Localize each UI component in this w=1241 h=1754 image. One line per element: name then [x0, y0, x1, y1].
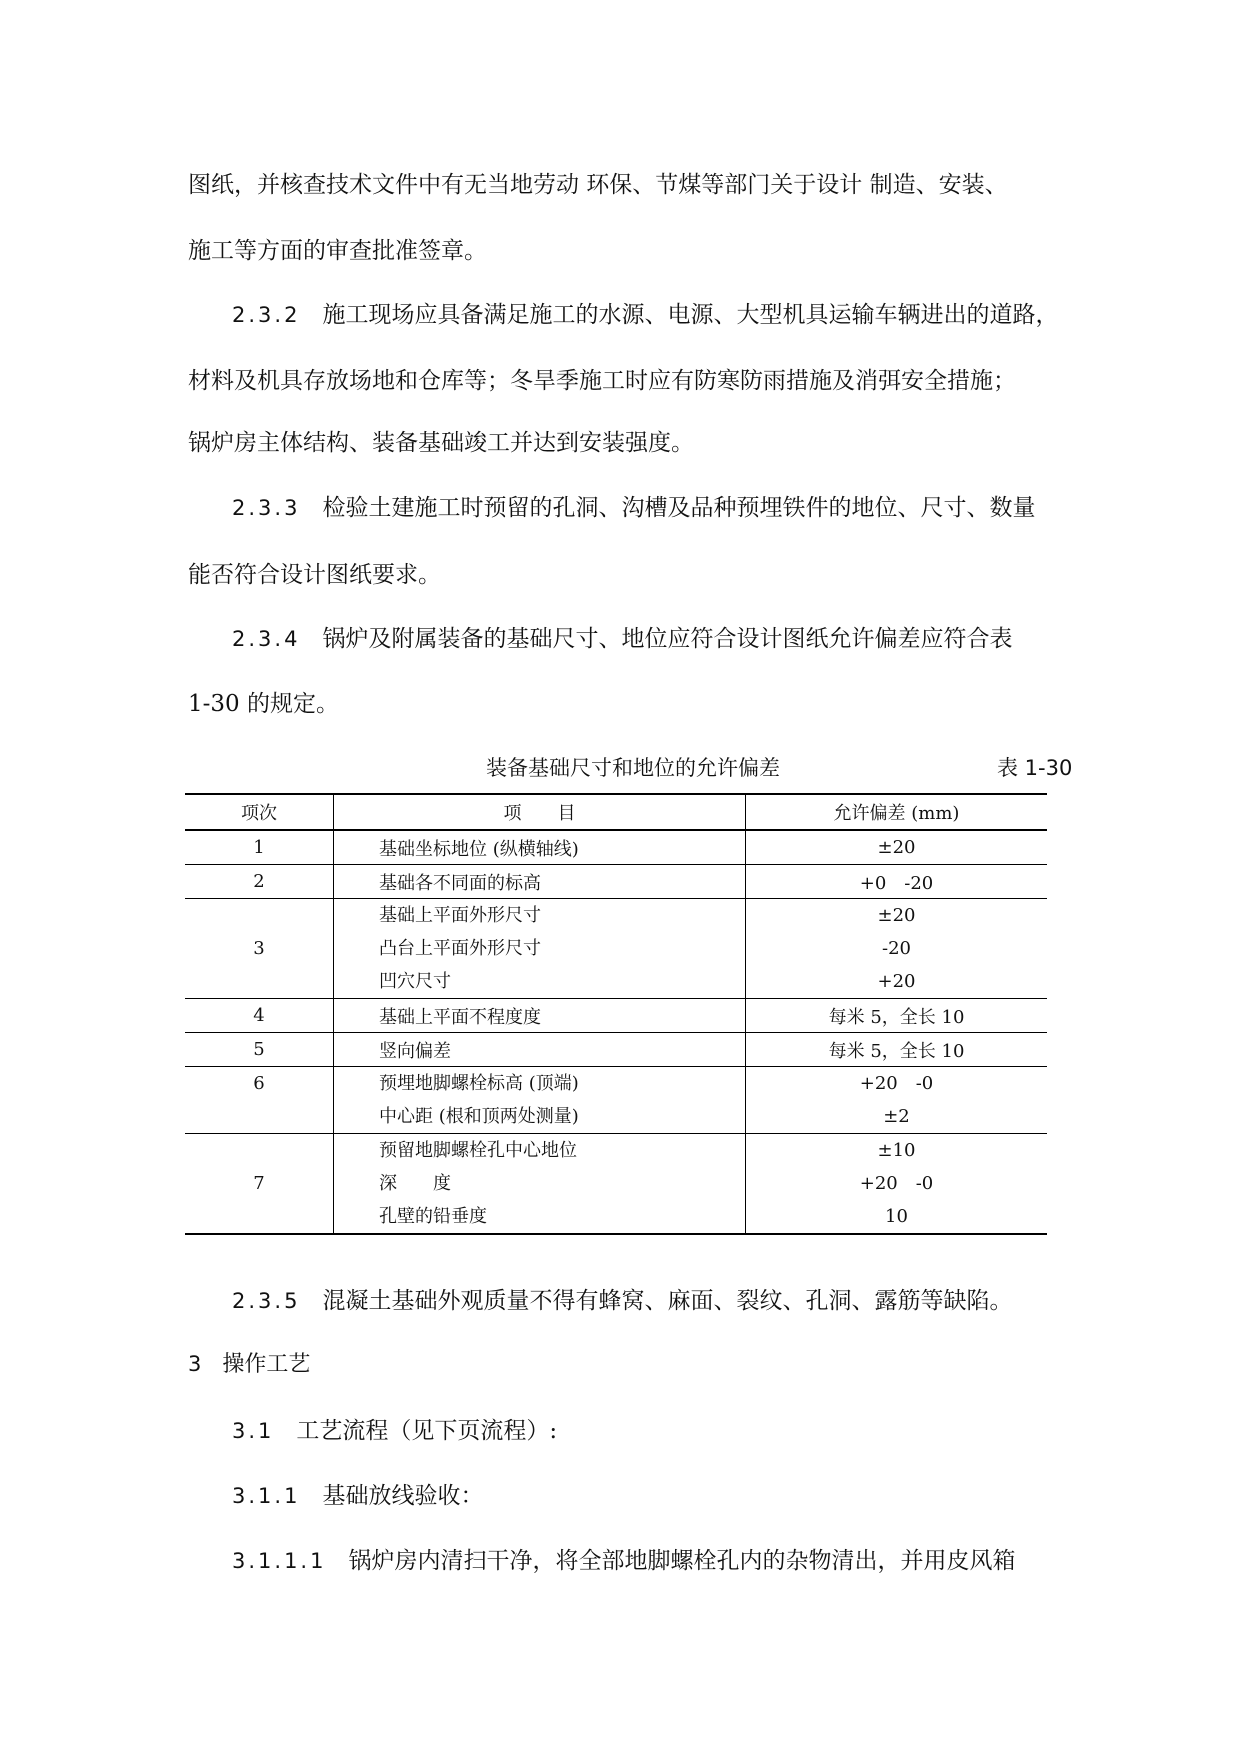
tolerance-text: ±20: [877, 905, 916, 926]
section-heading: 3 操作工艺: [188, 1352, 311, 1377]
column-header: 允许偏差 (mm): [746, 794, 1048, 830]
paragraph-line: 1-30 的规定。: [188, 691, 339, 717]
paragraph-line: 3.1.1 基础放线验收：: [232, 1483, 484, 1509]
paragraph-line: 能否符合设计图纸要求。: [188, 562, 441, 588]
tolerance-cell: ±20: [746, 830, 1048, 865]
row-number: 1: [185, 830, 334, 865]
tolerance-text: +20 -0: [859, 1173, 934, 1194]
tolerance-text: ±10: [877, 1140, 916, 1161]
tolerance-cell: +0 -20: [746, 865, 1048, 899]
tolerance-cell: [746, 1067, 1048, 1134]
section-number: 3.1.1: [232, 1484, 301, 1508]
row-number: 3: [185, 899, 334, 999]
paragraph-line: 2.3.2 施工现场应具备满足施工的水源、电源、大型机具运输车辆进出的道路，: [232, 302, 1059, 328]
tolerance-text: 10: [885, 1206, 908, 1227]
tolerance-cell: 每米 5，全长 10: [746, 1033, 1048, 1067]
paragraph-line: 图纸，并核查技术文件中有无当地劳动 环保、节煤等部门关于设计 制造、安装、: [188, 172, 1008, 198]
item-cell: 基础坐标地位 (纵横轴线): [334, 830, 746, 865]
section-number: 2.3.4: [232, 627, 301, 651]
paragraph-line: 2.3.5 混凝土基础外观质量不得有蜂窝、麻面、裂纹、孔洞、露筋等缺陷。: [232, 1288, 1013, 1314]
item-text: 基础上平面外形尺寸: [379, 905, 541, 926]
tolerance-text: +20 -0: [859, 1073, 934, 1094]
item-text: 预埋地脚螺栓标高 (顶端): [379, 1073, 579, 1094]
table-row: [185, 830, 1047, 865]
tolerance-cell: [746, 899, 1048, 999]
table-number: 表 1-30: [997, 756, 1073, 780]
item-text: 中心距 (根和顶两处测量): [379, 1106, 579, 1127]
paragraph-line: 3.1 工艺流程（见下页流程）:: [232, 1418, 558, 1444]
row-number: 7: [185, 1134, 334, 1235]
section-number: 3.1.1.1: [232, 1549, 327, 1573]
section-number: 2.3.3: [232, 496, 301, 520]
table-row: [185, 1067, 1047, 1134]
item-cell: 基础上平面不程度度: [334, 999, 746, 1033]
row-number: 5: [185, 1033, 334, 1067]
item-cell: 基础各不同面的标高: [334, 865, 746, 899]
item-text: 深 度: [379, 1173, 451, 1194]
item-text: 凹穴尺寸: [379, 971, 451, 992]
item-cell: [334, 1134, 746, 1235]
table-row: [185, 1134, 1047, 1235]
column-header: 项 目: [334, 794, 746, 830]
row-number: 6: [185, 1067, 334, 1134]
item-text: 孔壁的铅垂度: [379, 1206, 487, 1227]
paragraph-line: 2.3.3 检验土建施工时预留的孔洞、沟槽及品种预埋铁件的地位、尺寸、数量: [232, 495, 1036, 521]
column-header: 项次: [185, 794, 334, 830]
section-number: 3.1: [232, 1419, 275, 1443]
paragraph-line: 材料及机具存放场地和仓库等；冬旱季施工时应有防寒防雨措施及消弭安全措施；: [188, 368, 1016, 394]
tolerance-cell: 每米 5，全长 10: [746, 999, 1048, 1033]
item-cell: [334, 1067, 746, 1134]
item-cell: [334, 899, 746, 999]
table-row: [185, 999, 1047, 1033]
section-number: 3: [188, 1352, 205, 1376]
table-header-row: [185, 794, 1047, 830]
paragraph-line: 2.3.4 锅炉及附属装备的基础尺寸、地位应符合设计图纸允许偏差应符合表: [232, 626, 1013, 652]
tolerance-text: -20: [882, 938, 911, 959]
tolerance-text: ±2: [883, 1106, 910, 1127]
tolerance-table: [185, 793, 1047, 1235]
item-text: 凸台上平面外形尺寸: [379, 938, 541, 959]
table-row: [185, 865, 1047, 899]
row-number: 4: [185, 999, 334, 1033]
paragraph-line: 锅炉房主体结构、装备基础竣工并达到安装强度。: [188, 430, 694, 456]
tolerance-text: +20: [877, 971, 916, 992]
table-row: [185, 899, 1047, 999]
tolerance-cell: [746, 1134, 1048, 1235]
section-number: 2.3.5: [232, 1289, 301, 1313]
section-number: 2.3.2: [232, 303, 301, 327]
item-cell: 竖向偏差: [334, 1033, 746, 1067]
paragraph-line: 施工等方面的审查批准签章。: [188, 238, 487, 264]
row-number: 2: [185, 865, 334, 899]
table-row: [185, 1033, 1047, 1067]
item-text: 预留地脚螺栓孔中心地位: [379, 1140, 577, 1161]
table-caption: 装备基础尺寸和地位的允许偏差: [486, 756, 780, 780]
paragraph-line: 3.1.1.1 锅炉房内清扫干净，将全部地脚螺栓孔内的杂物清出，并用皮风箱: [232, 1548, 1016, 1574]
